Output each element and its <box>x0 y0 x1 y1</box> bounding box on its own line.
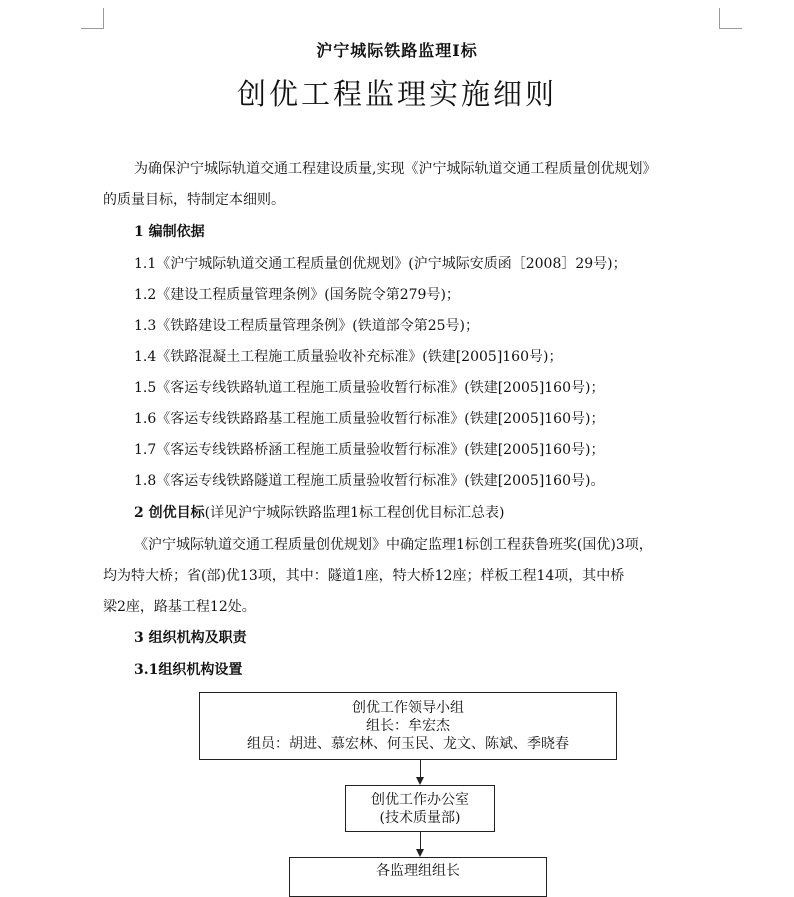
section-2-heading: 2 创优目标 <box>134 505 205 521</box>
org-box-leadership-leader: 组长：牟宏杰 <box>366 718 450 734</box>
org-box-leadership-group <box>199 692 617 760</box>
basis-item: 1.6《客运专线铁路路基工程施工质量验收暂行标准》(铁建[2005]160号)； <box>134 411 605 427</box>
goal-paragraph-line-3: 梁2座，路基工程12处。 <box>103 599 256 615</box>
intro-line-1: 为确保沪宁城际轨道交通工程建设质量,实现《沪宁城际轨道交通工程质量创优规划》 <box>134 161 657 177</box>
arrow-down-icon <box>416 777 424 785</box>
org-box-office-dept: (技术质量部) <box>379 810 461 826</box>
section-2-heading-row <box>134 503 504 523</box>
intro-line-2: 的质量目标，特制定本细则。 <box>103 192 285 208</box>
page-corner-mark-left <box>81 8 104 29</box>
basis-item: 1.7《客运专线铁路桥涵工程施工质量验收暂行标准》(铁建[2005]160号)； <box>134 442 605 458</box>
basis-item: 1.8《客运专线铁路隧道工程施工质量验收暂行标准》(铁建[2005]160号)。 <box>134 473 605 489</box>
org-box-group-leaders-title: 各监理组组长 <box>376 863 460 879</box>
basis-item: 1.3《铁路建设工程质量管理条例》(铁道部令第25号)； <box>134 318 480 334</box>
document-subtitle: 沪宁城际铁路监理Ⅰ标 <box>316 41 478 60</box>
section-1-heading: 1 编制依据 <box>134 224 205 240</box>
basis-item: 1.2《建设工程质量管理条例》(国务院令第279号)； <box>134 287 460 303</box>
goal-paragraph-line-2: 均为特大桥；省(部)优13项，其中：隧道1座，特大桥12座；样板工程14项，其中桥 <box>103 568 625 584</box>
org-box-leadership-members: 组员：胡进、慕宏林、何玉民、龙文、陈斌、季晓春 <box>247 736 569 752</box>
basis-item: 1.5《客运专线铁路轨道工程施工质量验收暂行标准》(铁建[2005]160号)； <box>134 380 605 396</box>
arrow-down-icon <box>416 849 424 857</box>
basis-item: 1.4《铁路混凝土工程施工质量验收补充标准》(铁建[2005]160号)； <box>134 349 563 365</box>
page-corner-mark-right <box>719 8 742 29</box>
org-box-office <box>345 785 495 832</box>
connector-line <box>420 832 421 849</box>
section-3-heading: 3 组织机构及职责 <box>134 630 247 646</box>
org-box-leadership-title: 创优工作领导小组 <box>352 700 464 716</box>
connector-line <box>420 760 421 777</box>
document-title: 创优工程监理实施细则 <box>236 77 557 111</box>
section-3-1-heading: 3.1组织机构设置 <box>134 662 243 678</box>
org-box-group-leaders <box>289 857 547 897</box>
org-box-office-title: 创优工作办公室 <box>371 792 469 808</box>
section-2-heading-note: (详见沪宁城际铁路监理1标工程创优目标汇总表) <box>204 505 505 521</box>
goal-paragraph-line-1: 《沪宁城际轨道交通工程质量创优规划》中确定监理1标创工程获鲁班奖(国优)3项， <box>134 537 653 553</box>
basis-item: 1.1《沪宁城际轨道交通工程质量创优规划》(沪宁城际安质函［2008］29号)； <box>134 256 627 272</box>
